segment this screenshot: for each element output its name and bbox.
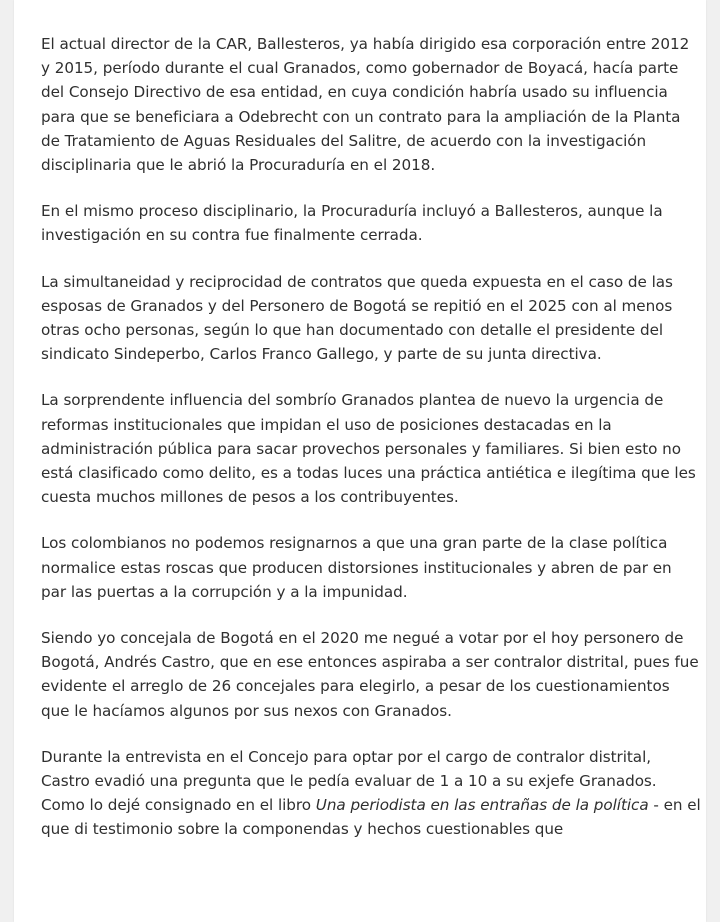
paragraph-interview-text-before: Durante la entrevista en el Concejo para optar por el cargo de contralor distrital, Castro evadió una pregunta que le pedía evaluar de 1 a 10 a su exjefe Granados. Como lo dejé consignado en el libro — [41, 747, 657, 815]
paragraph-council-vote: Siendo yo concejala de Bogotá en el 2020 me negué a votar por el hoy personero de Bogotá, Andrés Castro, que en ese entonces aspiraba a ser contralor distrital, pues fue evidente el arreglo de 26 concejales para elegirlo, a pesar de los cuestionamientos que le hacíamos algunos por sus nexos con Granados. — [41, 629, 699, 720]
paragraph-institutional-reforms: La sorprendente influencia del sombrío Granados plantea de nuevo la urgencia de reformas institucionales que impidan el uso de posiciones destacadas en la administración pública para sacar provechos personales y familiares. Si bien esto no está clasificado como delito, es a todas luces una práctica antiética e ilegítima que les cuesta muchos millones de pesos a los contribuyentes. — [41, 391, 696, 507]
book-title: Una periodista en las entrañas de la política — [315, 796, 649, 815]
paragraph-contract-reciprocity: La simultaneidad y reciprocidad de contratos que queda expuesta en el caso de las esposas de Granados y del Personero de Bogotá se repitió en el 2025 con al menos otras ocho personas, según lo que han documentado con detalle el presidente del sindicato Sindeperbo, Carlos Franco Gallego, y parte de su junta directiva. — [41, 272, 673, 364]
paragraph-interview — [41, 745, 701, 842]
paragraph-interview-text-after: - en el que di testimonio sobre la componendas y hechos cuestionables que — [41, 796, 701, 839]
paragraph-political-class: Los colombianos no podemos resignarnos a que una gran parte de la clase política normalice estas roscas que producen distorsiones institucionales y abren de par en par las puertas a la corrupción y a la impunidad. — [41, 534, 672, 601]
paragraph-car-director: El actual director de la CAR, Ballesteros, ya había dirigido esa corporación entre 2012 y 2015, período durante el cual Granados, como gobernador de Boyacá, hacía parte del Consejo Directivo de esa entidad, en cuya condición habría usado su influencia para que se beneficiara a Odebrecht con un contrato para la ampliación de la Planta de Tratamiento de Aguas Residuales del Salitre, de acuerdo con la investigación disciplinaria que le abrió la Procuraduría en el 2018. — [41, 35, 690, 175]
article-body — [41, 32, 701, 864]
paragraph-disciplinary-process: En el mismo proceso disciplinario, la Procuraduría incluyó a Ballesteros, aunque la investigación en su contra fue finalmente cerrada. — [41, 202, 663, 245]
document-page — [14, 0, 706, 922]
